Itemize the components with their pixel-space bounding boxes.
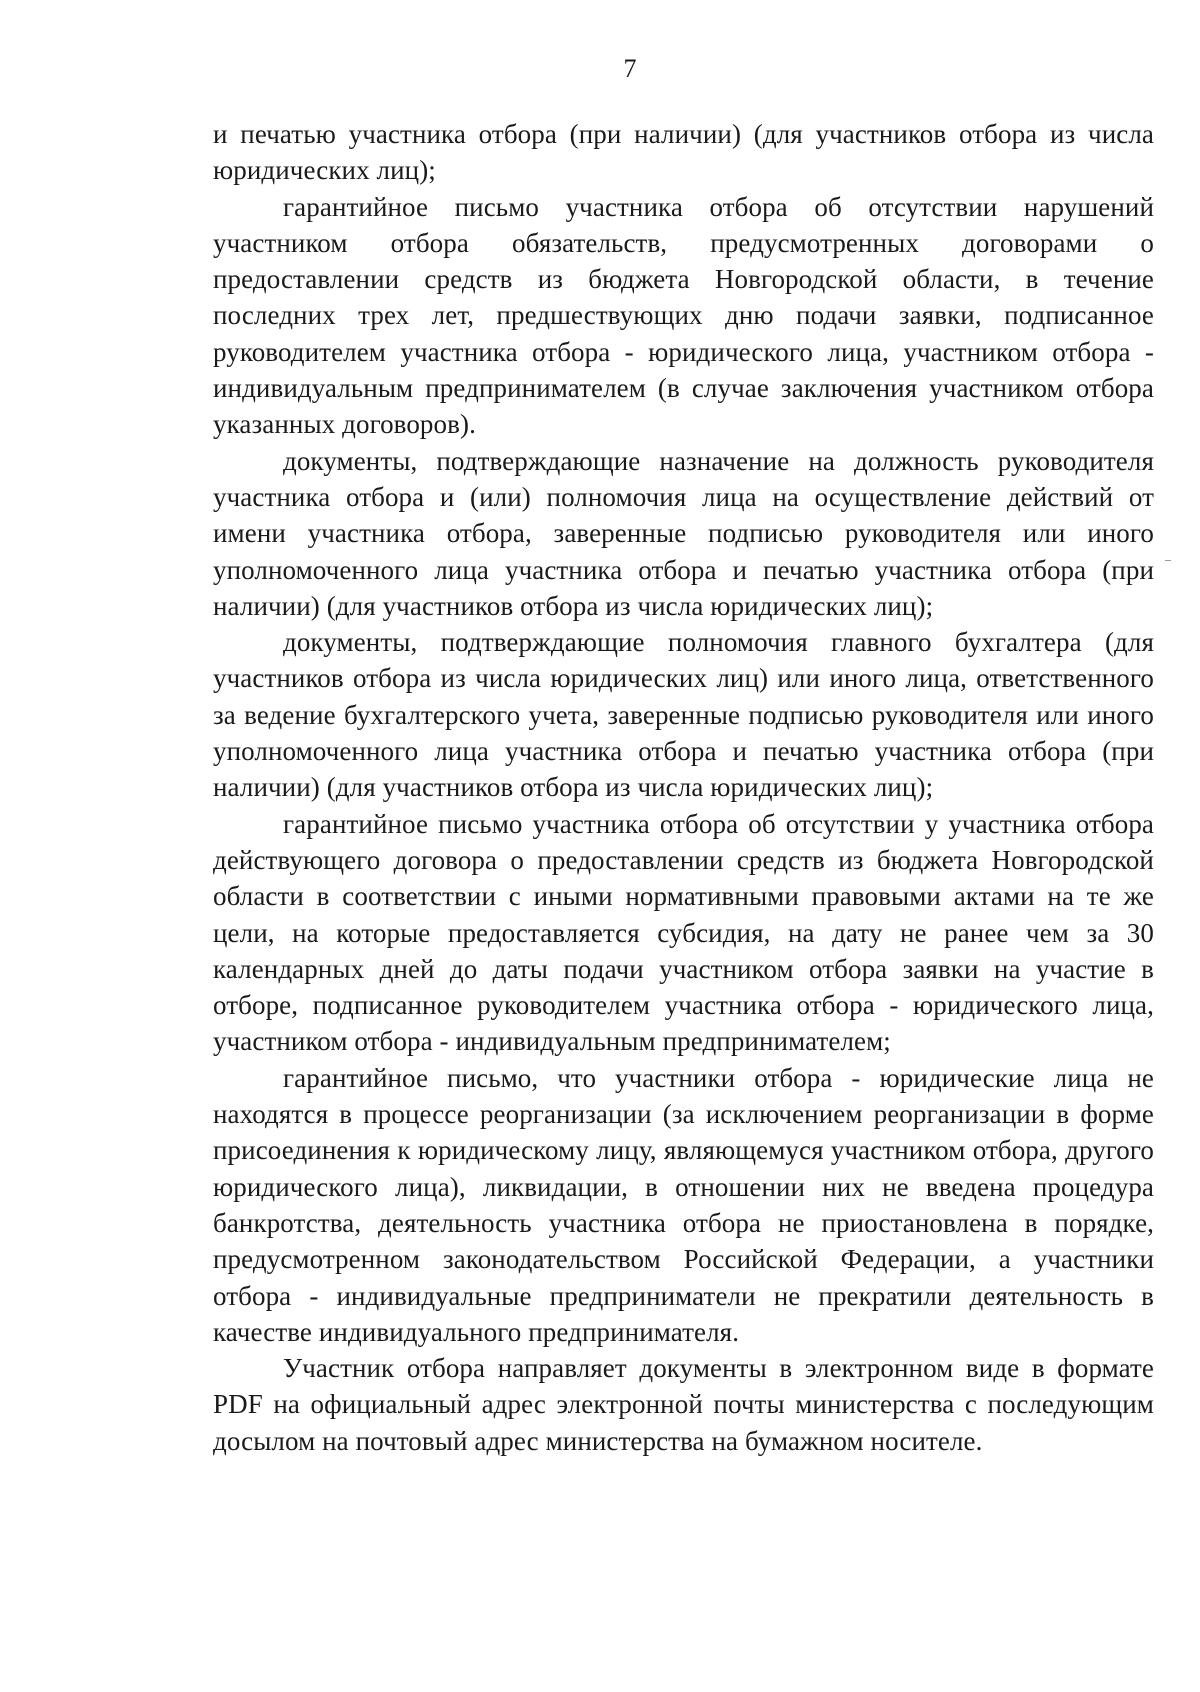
paragraph-guarantee-letter-no-violations: гарантийное письмо участника отбора об отсутствии нарушений участником отбора обязательств, предусмотренных договорами о предоставлении средств из бюджета Новгородской области, в течение последних трех лет, предшествующих дню подачи заявки, подписанное руководителем участника отбора - юридического лица, участником отбора - индивидуальным предпринимателем (в случае заключения участником отбора указанных договоров). (213, 191, 1154, 440)
paragraph-guarantee-letter-no-reorganization: гарантийное письмо, что участники отбора - юридические лица не находятся в процессе реорганизации (за исключением реорганизации в форме присоединения к юридическому лицу, являющемуся участником отбора, другого юридического лица), ликвидации, в отношении них не введена процедура банкротства, деятельность участника отбора не приостановлена в порядке, предусмотренном законодательством Российской Федерации, а участники отбора - индивидуальные предприниматели не прекратили деятельность в качестве индивидуального предпринимателя. (213, 1062, 1154, 1347)
paragraph-head-appointment-documents: документы, подтверждающие назначение на должность руководителя участника отбора и (или) полномочия лица на осуществление действий от имени участника отбора, заверенные подписью руководителя или иного уполномоченного лица участника отбора и печатью участника отбора (при наличии) (для участников отбора из числа юридических лиц); (213, 445, 1154, 621)
page-number: 7 (623, 54, 637, 83)
paragraph-continuation: и печатью участника отбора (при наличии) (для участников отбора из числа юридических лиц); (213, 119, 1154, 186)
paragraph-submission-method: Участник отбора направляет документы в электронном виде в формате PDF на официальный адрес электронной почты министерства с последующим досылом на почтовый адрес министерства на бумажном носителе. (213, 1353, 1154, 1456)
paragraph-chief-accountant-documents: документы, подтверждающие полномочия главного бухгалтера (для участников отбора из числа юридических лиц) или иного лица, ответственного за ведение бухгалтерского учета, заверенные подписью руководителя или иного уполномоченного лица участника отбора и печатью участника отбора (при наличии) (для участников отбора из числа юридических лиц); (213, 627, 1154, 803)
document-body (213, 116, 1154, 1459)
paragraph-guarantee-letter-no-active-contract: гарантийное письмо участника отбора об отсутствии у участника отбора действующего договора о предоставлении средств из бюджета Новгородской области в соответствии с иными нормативными правовыми актами на те же цели, на которые предоставляется субсидия, на дату не ранее чем за 30 календарных дней до даты подачи участником отбора заявки на участие в отборе, подписанное руководителем участника отбора - юридического лица, участником отбора - индивидуальным предпринимателем; (213, 808, 1154, 1057)
scan-margin-mark (1165, 560, 1171, 561)
